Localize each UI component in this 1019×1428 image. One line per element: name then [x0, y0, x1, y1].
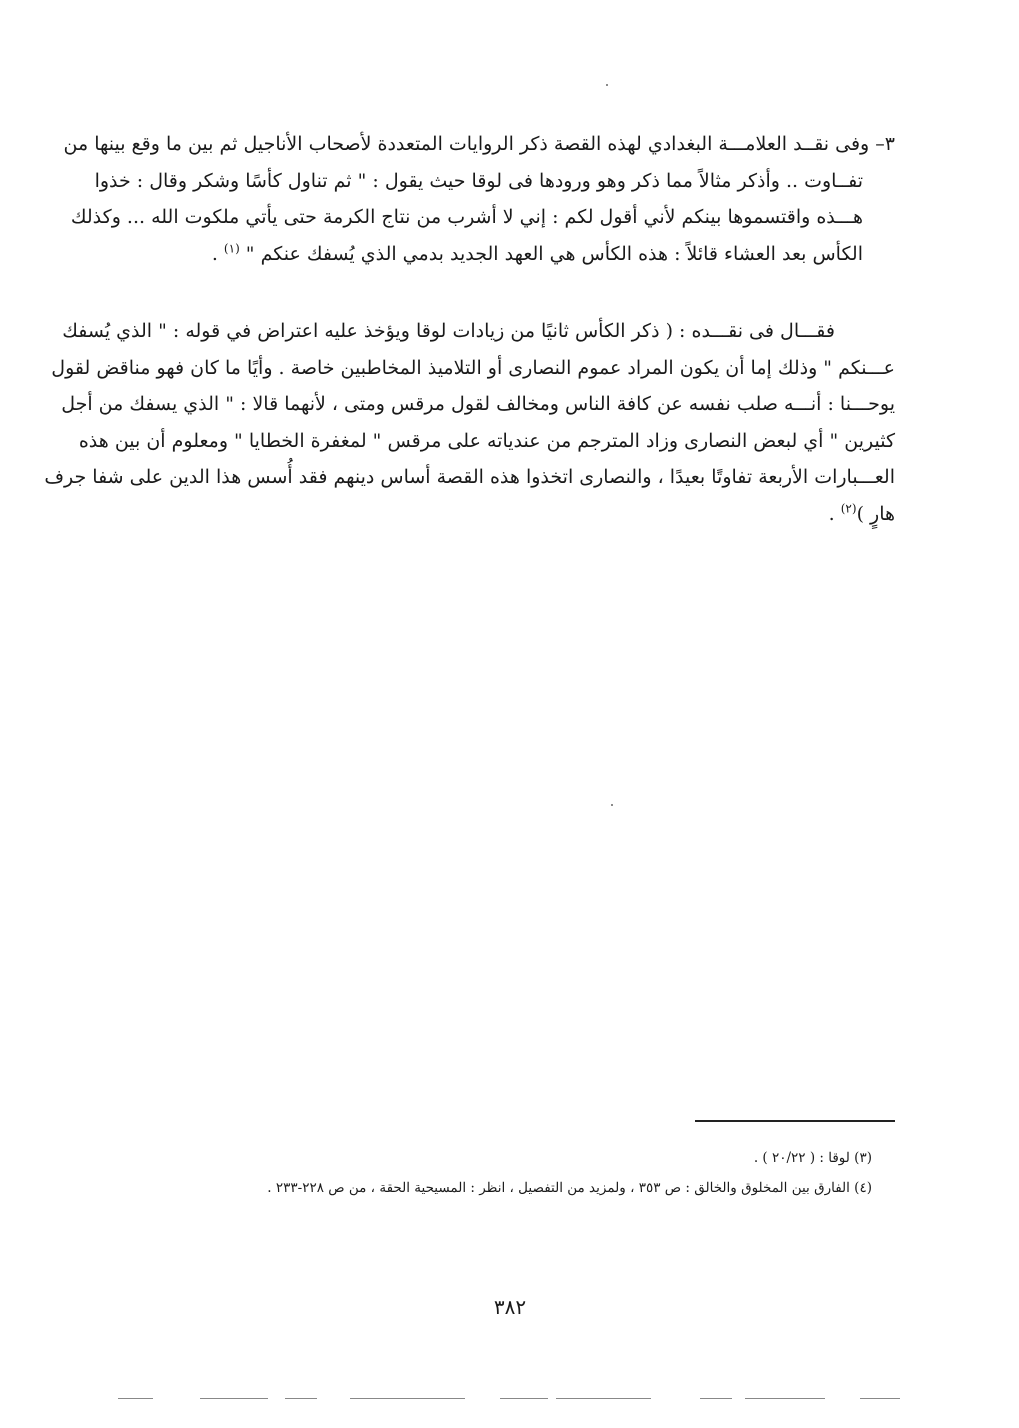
paragraph-end: . [211, 242, 224, 265]
footnote-item: (٤) الفارق بين المخلوق والخالق : ص ٣٥٣ ، ولمزيد من التفصيل ، انظر : المسيحية الحقة ، من ص ٢٢٨-٢٣٣ . [267, 1180, 872, 1196]
scan-edge-line [350, 1398, 465, 1399]
paragraph-line-text: الكأس بعد العشاء قائلاً : هذه الكأس هي العهد الجديد بدمي الذي يُسفك عنكم " [245, 242, 863, 265]
footnotes [200, 1143, 872, 1203]
paragraph-2 [44, 313, 895, 532]
footnote-item: (٣) لوقا : ( ٢٠/٢٢ ) . [753, 1150, 872, 1166]
paragraph-line: ٣– وفى نقــد العلامـــة البغدادي لهذه القصة ذكر الروايات المتعددة لأصحاب الأناجيل ثم بين ما وقع بينها من [63, 133, 895, 155]
paragraph-line: فقـــال فى نقـــده : ( ذكر الكأس ثانيًا من زيادات لوقا ويؤخذ عليه اعتراض في قوله : " الذي يُسفك [62, 320, 835, 342]
paragraph-line-last [103, 236, 895, 273]
paragraph-line: عـــنكم " وذلك إما أن يكون المراد عموم النصارى أو التلاميذ المخاطبين خاصة . وأيًا ما كان فهو مناقض لقول [51, 356, 895, 379]
paragraph-line: هـــذه واقتسموها بينكم لأني أقول لكم : إني لا أشرب من نتاج الكرمة حتى يأتي ملكوت الله ... وكذلك [70, 206, 863, 228]
scan-edge-line [700, 1398, 732, 1399]
footnote-marker: (٢) [840, 501, 857, 516]
scan-speck [611, 804, 613, 806]
scan-edge-line [745, 1398, 825, 1399]
footnote-marker: (١) [223, 241, 240, 256]
scan-edge-line [200, 1398, 268, 1399]
scan-edge-line [118, 1398, 153, 1399]
paragraph-line-last [103, 496, 895, 533]
paragraph-line: تفــاوت .. وأذكر مثالاً مما ذكر وهو ورودها فى لوقا حيث يقول : " ثم تناول كأسًا وشكر وقال : خذوا [94, 169, 863, 192]
page-number: ٣٨٢ [493, 1295, 527, 1319]
paragraph-1 [63, 126, 895, 272]
scan-edge-line [285, 1398, 317, 1399]
paragraph-line: يوحـــنا : أنـــه صلب نفسه عن كافة الناس ومخالف لقول مرقس ومتى ، لأنهما قالا : " الذي يسفك من أجل [61, 393, 895, 415]
scan-speck [606, 84, 608, 86]
scan-edge-line [860, 1398, 900, 1399]
paragraph-line-text: هارٍ ) [856, 502, 895, 525]
scan-edge-marks [0, 1398, 1019, 1402]
paragraph-end: . [828, 502, 841, 525]
footnote-separator [695, 1120, 895, 1122]
scan-edge-line [556, 1398, 651, 1399]
paragraph-line: العـــبارات الأربعة تفاوتًا بعيدًا ، والنصارى اتخذوا هذه القصة أساس دينهم فقد أُسس هذا الدين على شفا جرف [44, 466, 895, 488]
scan-edge-line [500, 1398, 548, 1399]
paragraph-line: كثيرين " أي لبعض النصارى وزاد المترجم من عندياته على مرقس " لمغفرة الخطايا " ومعلوم أن بين هذه [78, 429, 895, 452]
